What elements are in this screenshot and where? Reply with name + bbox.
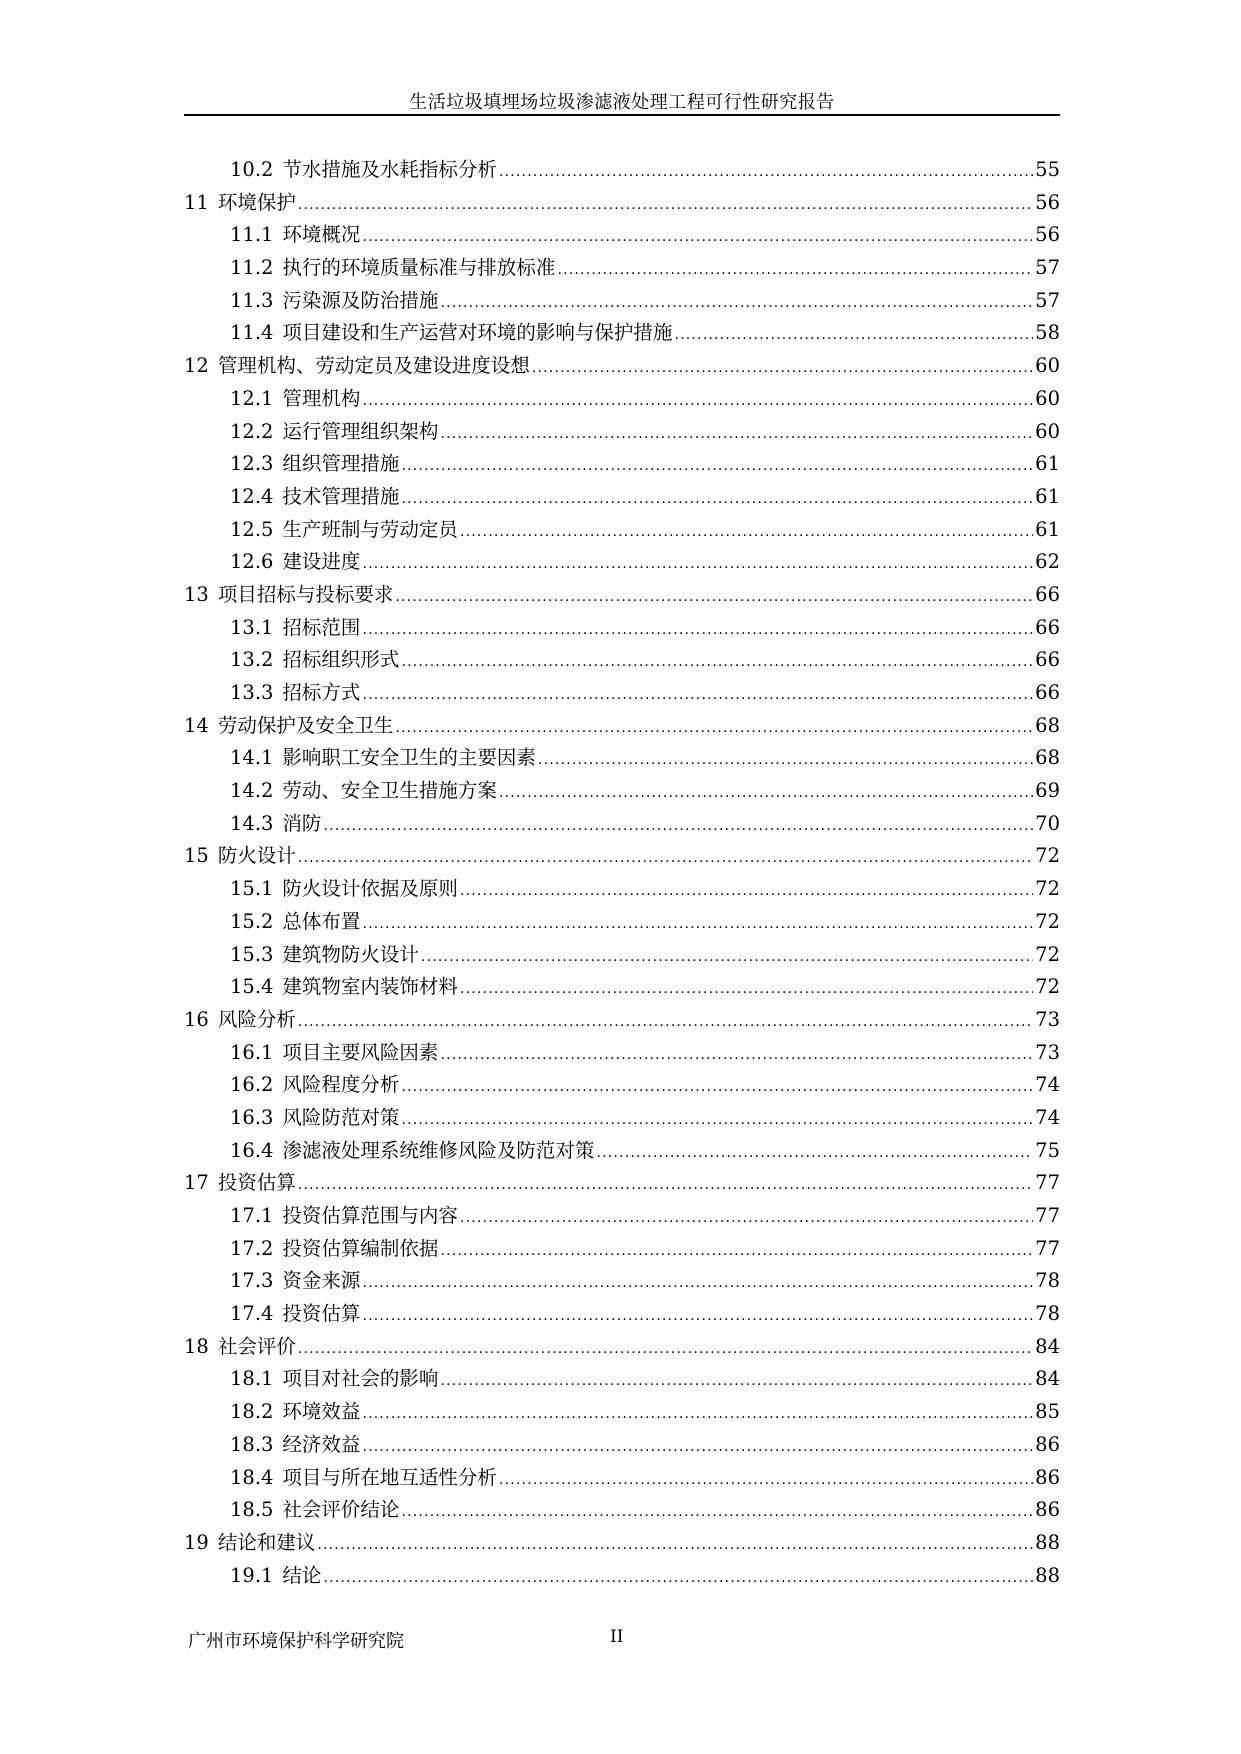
toc-dot-leader <box>440 1047 1033 1063</box>
toc-dot-leader <box>596 1145 1033 1161</box>
toc-entry-number: 19.1 <box>230 1563 274 1587</box>
toc-entry-title: 招标范围 <box>282 615 361 639</box>
toc-dot-leader <box>401 654 1033 670</box>
toc-entry-page: 70 <box>1035 811 1060 835</box>
toc-dot-leader <box>440 1373 1033 1389</box>
toc-entry-page: 68 <box>1035 746 1060 770</box>
toc-entry-title: 环境概况 <box>282 223 361 247</box>
toc-entry-page: 72 <box>1035 844 1060 868</box>
toc-entry-title: 影响职工安全卫生的主要因素 <box>282 746 536 770</box>
toc-dot-leader <box>674 327 1033 343</box>
toc-entry-title: 污染源及防治措施 <box>282 288 439 312</box>
toc-entry-title: 建筑物防火设计 <box>282 942 419 966</box>
toc-entry-title: 消防 <box>282 811 322 835</box>
toc-entry-page: 85 <box>1035 1400 1060 1424</box>
toc-entry-page: 72 <box>1035 975 1060 999</box>
toc-entry[interactable] <box>184 1527 1060 1560</box>
toc-entry-page: 86 <box>1035 1465 1060 1489</box>
toc-entry-title: 管理机构 <box>282 386 361 410</box>
toc-entry-page: 62 <box>1035 550 1060 574</box>
toc-entry[interactable] <box>184 840 1060 873</box>
toc-entry-number: 11.4 <box>230 321 274 345</box>
toc-entry[interactable] <box>184 579 1060 612</box>
toc-entry[interactable] <box>184 1135 1060 1168</box>
toc-entry-number: 15.2 <box>230 909 274 933</box>
toc-entry-page: 61 <box>1035 517 1060 541</box>
toc-entry-title: 运行管理组织架构 <box>282 419 439 443</box>
toc-entry[interactable] <box>184 808 1060 841</box>
toc-entry[interactable] <box>184 742 1060 775</box>
toc-entry-page: 84 <box>1035 1367 1060 1391</box>
toc-entry-number: 10.2 <box>230 158 274 181</box>
toc-entry-title: 渗滤液处理系统维修风险及防范对策 <box>282 1138 595 1162</box>
toc-entry-number: 12.2 <box>230 419 274 443</box>
toc-dot-leader <box>440 426 1033 442</box>
toc-entry-number: 15 <box>184 844 209 868</box>
toc-entry-page: 72 <box>1035 909 1060 933</box>
toc-entry[interactable] <box>184 514 1060 547</box>
toc-entry-page: 57 <box>1035 288 1060 312</box>
toc-dot-leader <box>362 1308 1033 1324</box>
toc-dot-leader <box>298 1341 1033 1357</box>
toc-entry-title: 管理机构、劳动定员及建设进度设想 <box>217 354 530 378</box>
toc-entry[interactable] <box>184 1265 1060 1298</box>
toc-entry-page: 56 <box>1035 223 1060 247</box>
toc-entry-title: 组织管理措施 <box>282 452 400 476</box>
toc-entry[interactable] <box>184 939 1060 972</box>
toc-entry-page: 60 <box>1035 354 1060 378</box>
toc-entry-page: 72 <box>1035 877 1060 901</box>
toc-entry-title: 生产班制与劳动定员 <box>282 517 458 541</box>
toc-entry[interactable] <box>184 1494 1060 1527</box>
toc-entry-page: 66 <box>1035 681 1060 704</box>
toc-entry-title: 招标组织形式 <box>282 648 400 672</box>
toc-dot-leader <box>440 1243 1033 1259</box>
toc-entry-title: 社会评价结论 <box>282 1498 400 1522</box>
toc-entry-page: 57 <box>1035 256 1060 280</box>
toc-entry[interactable] <box>184 1560 1060 1593</box>
toc-entry-number: 12.4 <box>230 484 274 508</box>
toc-entry-number: 11.1 <box>230 223 274 247</box>
toc-entry-number: 18.4 <box>230 1465 274 1489</box>
toc-entry-page: 88 <box>1035 1530 1060 1554</box>
toc-dot-leader <box>499 785 1033 801</box>
toc-dot-leader <box>362 393 1033 409</box>
toc-entry[interactable] <box>184 1069 1060 1102</box>
toc-entry-page: 66 <box>1035 582 1060 606</box>
toc-dot-leader <box>460 524 1033 540</box>
toc-dot-leader <box>298 1177 1033 1193</box>
toc-entry[interactable] <box>184 317 1060 350</box>
toc-entry-page: 61 <box>1035 484 1060 508</box>
toc-entry-number: 12.5 <box>230 517 274 541</box>
toc-entry[interactable] <box>184 448 1060 481</box>
toc-entry-title: 建筑物室内装饰材料 <box>282 975 458 999</box>
toc-entry-number: 12.3 <box>230 452 274 476</box>
toc-entry-title: 资金来源 <box>282 1269 361 1293</box>
toc-dot-leader <box>499 1472 1033 1488</box>
toc-dot-leader <box>401 1112 1033 1128</box>
toc-entry-page: 56 <box>1035 190 1060 214</box>
toc-entry-page: 86 <box>1035 1432 1060 1456</box>
toc-entry[interactable] <box>184 187 1060 220</box>
toc-entry-number: 17.4 <box>230 1302 274 1326</box>
toc-entry-number: 13 <box>184 582 209 606</box>
toc-entry-number: 18 <box>184 1334 209 1358</box>
toc-entry[interactable] <box>184 1298 1060 1331</box>
toc-entry-number: 14.1 <box>230 746 274 770</box>
toc-entry-number: 16.1 <box>230 1040 274 1064</box>
toc-dot-leader <box>401 1079 1033 1095</box>
toc-entry[interactable] <box>184 383 1060 416</box>
toc-entry[interactable] <box>184 612 1060 645</box>
toc-entry[interactable] <box>184 219 1060 252</box>
toc-entry[interactable] <box>184 416 1060 449</box>
toc-entry-number: 16.4 <box>230 1138 274 1162</box>
toc-dot-leader <box>362 1275 1033 1291</box>
toc-entry[interactable] <box>184 710 1060 743</box>
toc-entry-title: 技术管理措施 <box>282 484 400 508</box>
toc-entry-number: 17.1 <box>230 1204 274 1227</box>
toc-entry-title: 劳动保护及安全卫生 <box>217 713 394 737</box>
toc-entry-number: 14.2 <box>230 779 274 803</box>
header-divider <box>184 114 1060 116</box>
toc-entry-title: 节水措施及水耗指标分析 <box>282 158 497 181</box>
toc-entry-number: 11 <box>184 190 209 214</box>
toc-entry-page: 66 <box>1035 615 1060 639</box>
toc-entry-number: 16 <box>184 1007 209 1031</box>
toc-dot-leader <box>298 850 1033 866</box>
toc-dot-leader <box>460 883 1033 899</box>
toc-entry-number: 15.1 <box>230 877 274 901</box>
toc-dot-leader <box>298 197 1033 213</box>
toc-entry-page: 73 <box>1035 1007 1060 1031</box>
toc-entry-title: 投资估算编制依据 <box>282 1236 439 1260</box>
toc-entry-title: 招标方式 <box>282 681 361 704</box>
toc-entry-title: 风险分析 <box>217 1007 296 1031</box>
toc-entry[interactable] <box>184 677 1060 710</box>
toc-entry-title: 投资估算 <box>282 1302 361 1326</box>
toc-entry[interactable] <box>184 1429 1060 1462</box>
toc-entry-page: 78 <box>1035 1302 1060 1326</box>
toc-entry-page: 72 <box>1035 942 1060 966</box>
toc-entry-page: 77 <box>1035 1171 1060 1195</box>
toc-entry[interactable] <box>184 906 1060 939</box>
toc-dot-leader <box>395 720 1033 736</box>
toc-entry-title: 社会评价 <box>217 1334 296 1358</box>
toc-dot-leader <box>362 687 1033 703</box>
toc-entry-page: 86 <box>1035 1498 1060 1522</box>
toc-entry-page: 88 <box>1035 1563 1060 1587</box>
toc-entry[interactable] <box>184 1462 1060 1495</box>
toc-entry-page: 84 <box>1035 1334 1060 1358</box>
toc-entry-title: 项目主要风险因素 <box>282 1040 439 1064</box>
toc-entry-page: 60 <box>1035 386 1060 410</box>
toc-entry-page: 74 <box>1035 1105 1060 1129</box>
toc-dot-leader <box>323 1570 1033 1586</box>
toc-entry[interactable] <box>184 285 1060 318</box>
toc-entry-title: 建设进度 <box>282 550 361 574</box>
toc-entry-page: 75 <box>1035 1138 1060 1162</box>
toc-dot-leader <box>298 1014 1033 1030</box>
toc-entry-number: 13.2 <box>230 648 274 672</box>
toc-dot-leader <box>362 622 1033 638</box>
toc-dot-leader <box>317 1537 1033 1553</box>
toc-entry[interactable] <box>184 1037 1060 1070</box>
toc-entry-title: 项目对社会的影响 <box>282 1367 439 1391</box>
toc-entry-page: 73 <box>1035 1040 1060 1064</box>
toc-entry-number: 15.4 <box>230 975 274 999</box>
toc-entry[interactable] <box>184 546 1060 579</box>
toc-entry-number: 14.3 <box>230 811 274 835</box>
toc-entry[interactable] <box>184 252 1060 285</box>
toc-dot-leader <box>362 1406 1033 1422</box>
toc-entry-title: 结论 <box>282 1563 322 1587</box>
toc-entry-page: 69 <box>1035 779 1060 803</box>
toc-entry-number: 17 <box>184 1171 209 1195</box>
toc-entry-page: 58 <box>1035 321 1060 345</box>
toc-entry-number: 17.3 <box>230 1269 274 1293</box>
toc-entry-number: 18.2 <box>230 1400 274 1424</box>
toc-dot-leader <box>362 916 1033 932</box>
toc-entry[interactable] <box>184 873 1060 906</box>
toc-entry-number: 12.1 <box>230 386 274 410</box>
toc-entry-title: 防火设计 <box>217 844 296 868</box>
toc-entry[interactable] <box>184 481 1060 514</box>
toc-entry-page: 78 <box>1035 1269 1060 1293</box>
toc-entry-title: 环境保护 <box>217 190 296 214</box>
toc-entry[interactable] <box>184 1396 1060 1429</box>
toc-dot-leader <box>362 229 1033 245</box>
toc-entry-page: 68 <box>1035 713 1060 737</box>
toc-dot-leader <box>362 1439 1033 1455</box>
toc-dot-leader <box>538 752 1033 768</box>
toc-entry-title: 风险程度分析 <box>282 1073 400 1097</box>
toc-entry-number: 11.3 <box>230 288 274 312</box>
toc-entry-number: 13.3 <box>230 681 274 704</box>
toc-dot-leader <box>499 164 1033 180</box>
toc-entry-title: 风险防范对策 <box>282 1105 400 1129</box>
toc-entry-number: 15.3 <box>230 942 274 966</box>
toc-entry-title: 防火设计依据及原则 <box>282 877 458 901</box>
toc-entry-title: 执行的环境质量标准与排放标准 <box>282 256 556 280</box>
toc-entry[interactable] <box>184 1233 1060 1266</box>
toc-entry-title: 项目与所在地互适性分析 <box>282 1465 497 1489</box>
toc-dot-leader <box>460 1210 1033 1226</box>
toc-entry-number: 16.3 <box>230 1105 274 1129</box>
toc-entry-title: 投资估算 <box>217 1171 296 1195</box>
toc-entry[interactable] <box>184 154 1060 187</box>
toc-entry-number: 18.5 <box>230 1498 274 1522</box>
table-of-contents <box>184 154 1060 1592</box>
toc-dot-leader <box>395 589 1033 605</box>
toc-entry[interactable] <box>184 971 1060 1004</box>
toc-entry[interactable] <box>184 1167 1060 1200</box>
toc-entry-number: 12.6 <box>230 550 274 574</box>
toc-dot-leader <box>401 1504 1033 1520</box>
toc-entry-title: 环境效益 <box>282 1400 361 1424</box>
toc-entry-title: 劳动、安全卫生措施方案 <box>282 779 497 803</box>
toc-dot-leader <box>401 458 1033 474</box>
toc-entry-number: 19 <box>184 1530 209 1554</box>
toc-entry-number: 12 <box>184 354 209 378</box>
toc-dot-leader <box>323 818 1033 834</box>
toc-entry[interactable] <box>184 644 1060 677</box>
toc-entry-page: 77 <box>1035 1236 1060 1260</box>
running-header-title: 生活垃圾填埋场垃圾渗滤液处理工程可行性研究报告 <box>409 92 835 113</box>
toc-entry[interactable] <box>184 1331 1060 1364</box>
toc-entry[interactable] <box>184 350 1060 383</box>
toc-dot-leader <box>401 491 1033 507</box>
toc-entry[interactable] <box>184 1102 1060 1135</box>
toc-entry-page: 60 <box>1035 419 1060 443</box>
toc-entry-number: 13.1 <box>230 615 274 639</box>
toc-entry-number: 18.3 <box>230 1432 274 1456</box>
toc-dot-leader <box>362 556 1033 572</box>
toc-entry-number: 17.2 <box>230 1236 274 1260</box>
toc-dot-leader <box>421 949 1033 965</box>
toc-entry-title: 结论和建议 <box>217 1530 316 1554</box>
toc-entry-number: 11.2 <box>230 256 274 280</box>
toc-entry-title: 经济效益 <box>282 1432 361 1456</box>
toc-entry-page: 61 <box>1035 452 1060 476</box>
toc-dot-leader <box>557 262 1033 278</box>
footer-page-number: II <box>610 1627 624 1647</box>
toc-dot-leader <box>440 295 1033 311</box>
toc-entry-title: 总体布置 <box>282 909 361 933</box>
toc-entry-page: 66 <box>1035 648 1060 672</box>
toc-entry-number: 14 <box>184 713 209 737</box>
toc-entry-title: 项目建设和生产运营对环境的影响与保护措施 <box>282 321 673 345</box>
toc-entry-number: 18.1 <box>230 1367 274 1391</box>
toc-entry[interactable] <box>184 1363 1060 1396</box>
toc-entry-page: 74 <box>1035 1073 1060 1097</box>
toc-entry-title: 投资估算范围与内容 <box>282 1204 458 1227</box>
toc-dot-leader <box>532 360 1033 376</box>
toc-dot-leader <box>460 981 1033 997</box>
toc-entry-title: 项目招标与投标要求 <box>217 582 394 606</box>
toc-entry-page: 55 <box>1035 158 1060 181</box>
footer-organization: 广州市环境保护科学研究院 <box>188 1631 404 1652</box>
toc-entry-page: 77 <box>1035 1204 1060 1227</box>
toc-entry-number: 16.2 <box>230 1073 274 1097</box>
toc-entry[interactable] <box>184 775 1060 808</box>
toc-entry[interactable] <box>184 1200 1060 1233</box>
toc-entry[interactable] <box>184 1004 1060 1037</box>
